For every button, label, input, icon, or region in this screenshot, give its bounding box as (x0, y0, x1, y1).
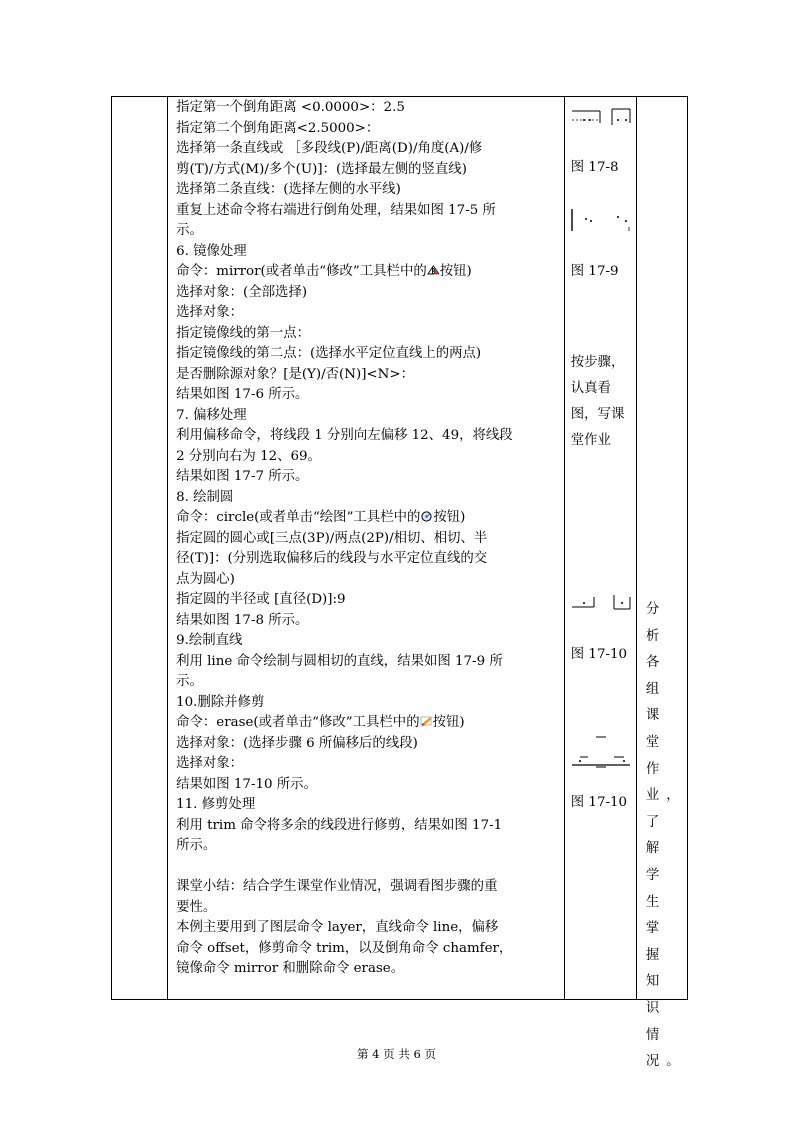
figure-caption: 图 17-10 (570, 795, 628, 810)
text-line: 选择第二条直线：(选择左侧的水平线) (176, 182, 401, 197)
summary-line: 课堂小结：结合学生课堂作业情况，强调看图步骤的重 (176, 879, 498, 894)
summary-line: 命令 offset，修剪命令 trim，以及倒角命令 chamfer， (176, 940, 513, 956)
text-line: 选择对象： (176, 305, 244, 320)
figure-caption: 图 17-9 (570, 264, 619, 279)
text-segment: 命令：mirror(或者单击“修改”工具栏中的 (176, 264, 427, 279)
text-line-with-icon (176, 508, 562, 529)
section-heading: 7. 偏移处理 (176, 407, 247, 423)
figure-caption: 图 17-8 (570, 160, 619, 175)
section-heading: 10.删除并修剪 (176, 694, 265, 710)
analysis-text: 分析各组课堂作业，了解学生掌握知识情况。 (645, 602, 687, 1070)
text-segment: 按钮) (433, 510, 466, 525)
text-line: 结果如图 17-7 所示。 (176, 469, 309, 484)
procedure-text (168, 97, 564, 980)
text-line: 指定第二个倒角距离<2.5000>： (176, 120, 380, 136)
circle-icon (420, 509, 433, 520)
text-line: 选择对象：(选择步骤 6 所偏移后的线段) (176, 735, 418, 751)
figure-17-9-image (570, 207, 632, 233)
summary-line: 本例主要用到了图层命令 layer，直线命令 line，偏移 (176, 920, 499, 935)
section-heading: 11. 修剪处理 (176, 797, 256, 812)
section-heading: 8. 绘制圆 (176, 489, 234, 505)
text-segment: 命令：circle(或者单击“绘图”工具栏中的 (176, 510, 421, 525)
summary-line: 镜像命令 mirror 和删除命令 erase。 (176, 961, 405, 976)
section-heading: 9.绘制直线 (176, 633, 243, 648)
text-line: 结果如图 17-6 所示。 (176, 387, 309, 402)
text-line: 重复上述命令将右端进行倒角处理，结果如图 17-5 所 (176, 202, 496, 218)
text-segment: 按钮) (432, 715, 465, 730)
blank-line (176, 857, 562, 878)
procedure-cell (168, 97, 565, 1000)
text-line: 选择对象：(全部选择) (176, 284, 308, 300)
text-line: 指定镜像线的第一点： (176, 325, 310, 341)
text-line: 点为圆心) (176, 571, 235, 587)
text-line: 利用偏移命令，将线段 1 分别向左偏移 12、49，将线段 (176, 428, 513, 443)
figure-17-10-image (570, 591, 632, 615)
text-segment: 命令：erase(或者单击“修改”工具栏中的 (176, 715, 420, 730)
text-line: 2 分别向右为 12、69。 (176, 448, 321, 464)
student-instruction: 按步骤，认真看图，写课堂作业 (570, 355, 625, 448)
text-line: 示。 (176, 674, 203, 689)
text-line: 示。 (176, 223, 203, 238)
text-line: 指定第一个倒角距离 <0.0000>：2.5 (176, 100, 405, 115)
text-line: 结果如图 17-10 所示。 (176, 776, 317, 792)
summary-line: 要性。 (176, 899, 217, 915)
text-line: 是否删除源对象？[是(Y)/否(N)]<N>： (176, 366, 414, 382)
text-line: 指定圆的圆心或[三点(3P)/两点(2P)/相切、相切、半 (176, 530, 488, 546)
erase-icon (420, 714, 433, 725)
page-footer: 第 4 页 共 6 页 (357, 1047, 436, 1061)
figure-17-8-image (570, 105, 632, 129)
text-line: 剪(T)/方式(M)/多个(U)]：(选择最左侧的竖直线) (176, 161, 467, 177)
text-line: 利用 line 命令绘制与圆相切的直线，结果如图 17-9 所 (176, 653, 503, 669)
figure-cell (564, 97, 636, 1000)
text-line: 指定圆的半径或 [直径(D)]:9 (176, 592, 346, 607)
mirror-icon (427, 263, 440, 274)
text-line: 指定镜像线的第二点：(选择水平定位直线上的两点) (176, 346, 482, 361)
text-line: 径(T)]：(分别选取偏移后的线段与水平定位直线的交 (176, 551, 488, 566)
figure-caption: 图 17-10 (570, 647, 628, 662)
text-line: 结果如图 17-8 所示。 (176, 612, 309, 628)
text-line: 选择第一条直线或 ［多段线(P)/距离(D)/角度(A)/修 (176, 141, 483, 156)
text-segment: 按钮) (439, 264, 472, 279)
figure-17-10-second-image (570, 733, 632, 777)
text-line-with-icon (176, 262, 562, 283)
analysis-cell (636, 97, 687, 1070)
text-line: 选择对象： (176, 756, 244, 771)
text-line: 利用 trim 命令将多余的线段进行修剪，结果如图 17-1 (176, 817, 503, 833)
section-heading: 6. 镜像处理 (176, 243, 247, 259)
text-line: 所示。 (176, 838, 217, 853)
empty-column-cell (112, 97, 168, 1000)
text-line-with-icon (176, 713, 562, 734)
